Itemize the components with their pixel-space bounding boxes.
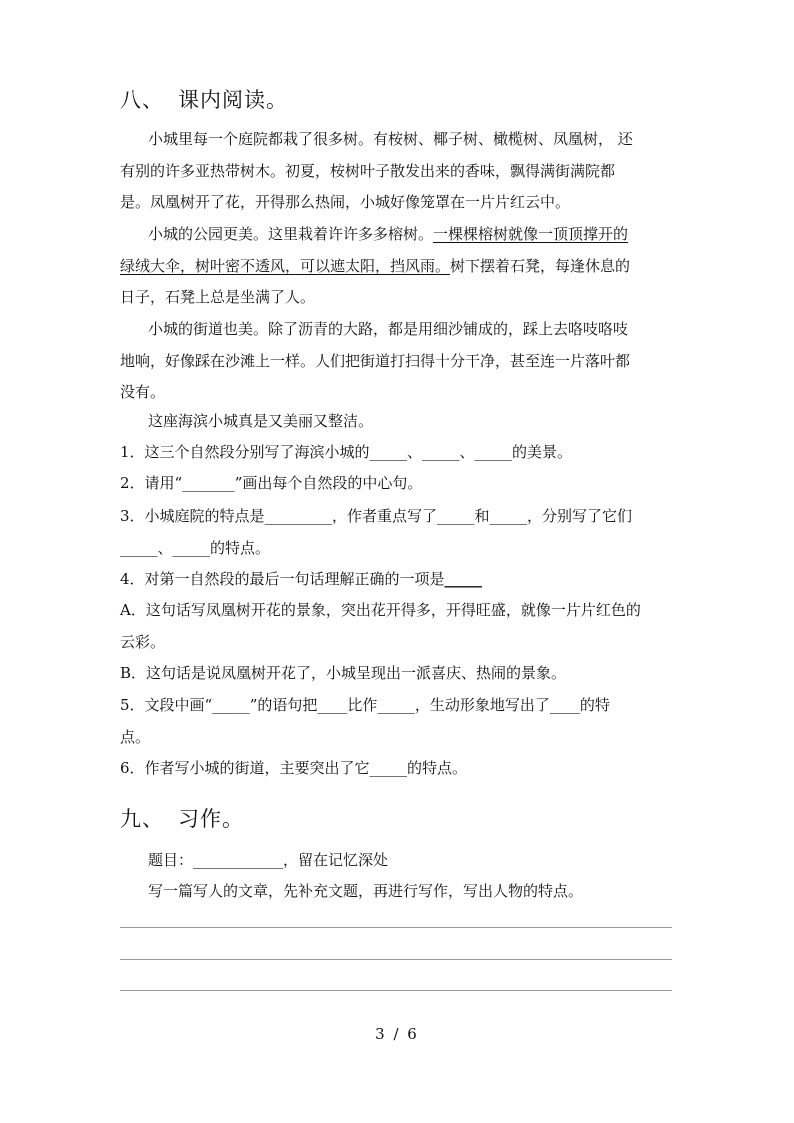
question-1: 1．这三个自然段分别写了海滨小城的_____、_____、_____的美景。	[120, 443, 573, 461]
passage-line: 这座海滨小城真是又美丽又整洁。	[148, 412, 374, 430]
section-9-heading	[120, 805, 244, 833]
answer-blank: _______	[182, 474, 235, 492]
passage-text: 小城的公园更美。这里栽着许许多多榕树。	[148, 225, 434, 243]
page-number: 3 / 6	[375, 1025, 419, 1043]
question-text: 2．请用“	[120, 474, 183, 492]
passage-line: 没有。	[120, 383, 166, 401]
question-text: 4．对第一自然段的最后一句话理解正确的一项是	[120, 570, 445, 588]
option-a: A．这句话写凤凰树开花的景象，突出花开得多，开得旺盛，就像一片片红色的	[120, 601, 641, 619]
section-9-title: 习作。	[178, 807, 244, 831]
section-8-title: 课内阅读。	[178, 88, 288, 112]
passage-line: 日子，石凳上总是坐满了人。	[120, 288, 316, 306]
question-2	[120, 472, 680, 494]
question-6: 6．作者写小城的街道，主要突出了它_____的特点。	[120, 759, 468, 777]
writing-line	[120, 990, 672, 991]
section-8-number: 八、	[120, 88, 164, 112]
passage-line: 是。凤凰树开了花，开得那么热闹，小城好像笼罩在一片片红云中。	[120, 193, 571, 211]
passage-text: 树下摆着石凳，每逢休息的	[450, 257, 631, 275]
passage-line: 有别的许多亚热带树木。初夏，桉树叶子散发出来的香味，飘得满街满院都	[120, 162, 616, 180]
passage-line	[120, 255, 680, 277]
question-4	[120, 568, 680, 590]
section-8-heading	[120, 86, 288, 114]
passage-line: 小城里每一个庭院都栽了很多树。有桉树、椰子树、橄榄树、凤凰树， 还	[148, 130, 633, 148]
option-b: B．这句话是说凤凰树开花了，小城呈现出一派喜庆、热闹的景象。	[120, 664, 567, 682]
writing-line	[120, 927, 672, 928]
writing-line	[120, 959, 672, 960]
essay-instruction: 写一篇写人的文章，先补充文题，再进行写作，写出人物的特点。	[148, 882, 584, 900]
passage-line	[148, 223, 680, 245]
option-a-cont: 云彩。	[120, 633, 166, 651]
underlined-sentence: 绿绒大伞，树叶密不透风，可以遮太阳，挡风雨。	[120, 257, 451, 275]
question-5-cont: 点。	[120, 728, 151, 746]
question-3: 3．小城庭院的特点是_________，作者重点写了_____和_____，分别写了它们	[120, 507, 633, 525]
underlined-sentence: 一棵棵榕树就像一顶顶撑开的	[433, 225, 629, 243]
passage-line: 小城的街道也美。除了沥青的大路，都是用细沙铺成的，踩上去咯吱咯吱	[148, 320, 629, 338]
answer-blank: _____	[444, 570, 483, 588]
question-3-cont: _____、_____的特点。	[120, 539, 271, 557]
section-9-number: 九、	[120, 807, 164, 831]
question-5: 5．文段中画“_____”的语句把____比作_____，生动形象地写出了____的特	[120, 696, 610, 714]
question-text: ”画出每个自然段的中心句。	[234, 474, 423, 492]
passage-line: 地响，好像踩在沙滩上一样。人们把街道打扫得十分干净，甚至连一片落叶都	[120, 352, 631, 370]
essay-topic: 题目：____________，留在记忆深处	[148, 851, 389, 869]
